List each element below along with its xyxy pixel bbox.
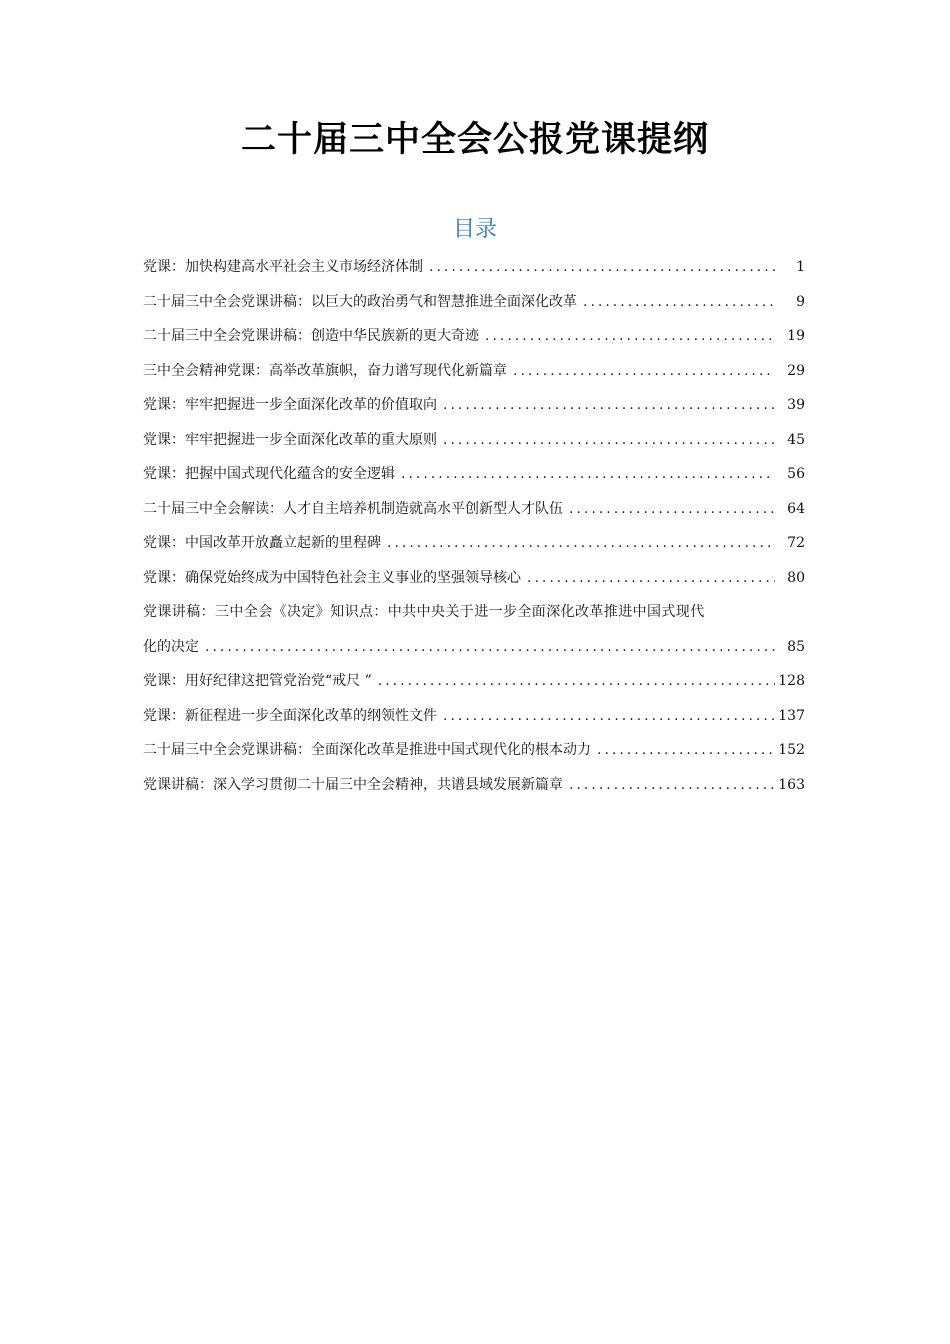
toc-entry-page: 45: [787, 431, 805, 448]
toc-entry-title: 党课：把握中国式现代化蕴含的安全逻辑: [143, 466, 395, 482]
toc-leader-dots: [485, 328, 775, 344]
toc-leader-dots: [443, 397, 775, 413]
toc-entry-page: 72: [787, 535, 805, 551]
toc-leader-dots: [527, 570, 775, 586]
toc-entry[interactable]: [143, 325, 805, 360]
toc-entry-title: 党课：加快构建高水平社会主义市场经济体制: [143, 259, 423, 275]
toc-entry[interactable]: [143, 463, 805, 498]
toc-entry-title: 党课：新征程进一步全面深化改革的纲领性文件: [143, 707, 437, 724]
toc-leader-dots: [205, 639, 775, 655]
toc-entry[interactable]: [143, 670, 805, 705]
toc-entry[interactable]: [143, 705, 805, 740]
toc-leader-dots: [569, 501, 775, 517]
toc-leader-dots: [443, 432, 775, 448]
toc-entry[interactable]: [143, 394, 805, 429]
toc-entry-page: 137: [778, 707, 805, 724]
toc-entry-title: 二十届三中全会党课讲稿：创造中华民族新的更大奇迹: [143, 328, 479, 344]
toc-leader-dots: [583, 294, 775, 310]
toc-entry-page: 39: [787, 397, 805, 413]
table-of-contents: [143, 256, 805, 808]
toc-entry-page: 9: [796, 293, 805, 310]
toc-leader-dots: [597, 742, 775, 758]
toc-entry-page: 128: [778, 673, 805, 689]
toc-entry-title: 三中全会精神党课：高举改革旗帜，奋力谱写现代化新篇章: [143, 362, 507, 379]
toc-entry-title: 党课：中国改革开放矗立起新的里程碑: [143, 535, 381, 551]
toc-entry[interactable]: [143, 739, 805, 774]
toc-entry-page: 19: [787, 328, 805, 344]
toc-leader-dots: [378, 673, 775, 689]
toc-leader-dots: [429, 259, 775, 275]
toc-entry[interactable]: [143, 256, 805, 291]
toc-entry-title: 二十届三中全会解读：人才自主培养机制造就高水平创新型人才队伍: [143, 500, 563, 517]
toc-entry[interactable]: [143, 532, 805, 567]
toc-entry-title: 党课：用好纪律这把管党治党“戒尺 ”: [143, 673, 372, 689]
toc-entry[interactable]: [143, 360, 805, 395]
toc-leader-dots: [569, 777, 775, 793]
toc-leader-dots: [387, 535, 775, 551]
toc-entry[interactable]: [143, 774, 805, 809]
toc-entry-title: 党课：牢牢把握进一步全面深化改革的重大原则: [143, 431, 437, 448]
toc-entry-wrapped-first-line[interactable]: 党课讲稿：三中全会《决定》知识点：中共中央关于进一步全面深化改革推进中国式现代: [143, 604, 705, 620]
toc-entry-title: 党课讲稿：深入学习贯彻二十届三中全会精神，共谱县域发展新篇章: [143, 776, 563, 793]
toc-entry-title: 化的决定: [143, 638, 199, 655]
toc-entry[interactable]: [143, 291, 805, 326]
toc-entry-title: 党课：确保党始终成为中国特色社会主义事业的坚强领导核心: [143, 569, 521, 586]
toc-entry-page: 80: [787, 569, 805, 586]
toc-leader-dots: [443, 708, 775, 724]
toc-entry-page: 152: [778, 742, 805, 758]
toc-entry[interactable]: [143, 636, 805, 671]
toc-leader-dots: [401, 466, 775, 482]
toc-entry-page: 56: [787, 466, 805, 482]
toc-heading: 目录: [452, 217, 497, 242]
toc-entry-title: 二十届三中全会党课讲稿：以巨大的政治勇气和智慧推进全面深化改革: [143, 293, 577, 310]
toc-entry[interactable]: [143, 498, 805, 533]
toc-entry[interactable]: [143, 429, 805, 464]
toc-entry-page: 85: [787, 638, 805, 655]
toc-entry-title: 党课：牢牢把握进一步全面深化改革的价值取向: [143, 397, 437, 413]
toc-entry-title: 二十届三中全会党课讲稿：全面深化改革是推进中国式现代化的根本动力: [143, 742, 591, 758]
toc-entry-page: 163: [778, 776, 805, 793]
toc-entry-page: 29: [787, 362, 805, 379]
document-title: 二十届三中全会公报党课提纲: [240, 120, 709, 160]
toc-entry-page: 64: [787, 500, 805, 517]
toc-entry[interactable]: [143, 567, 805, 602]
toc-leader-dots: [513, 363, 775, 379]
toc-entry-page: 1: [796, 259, 805, 275]
